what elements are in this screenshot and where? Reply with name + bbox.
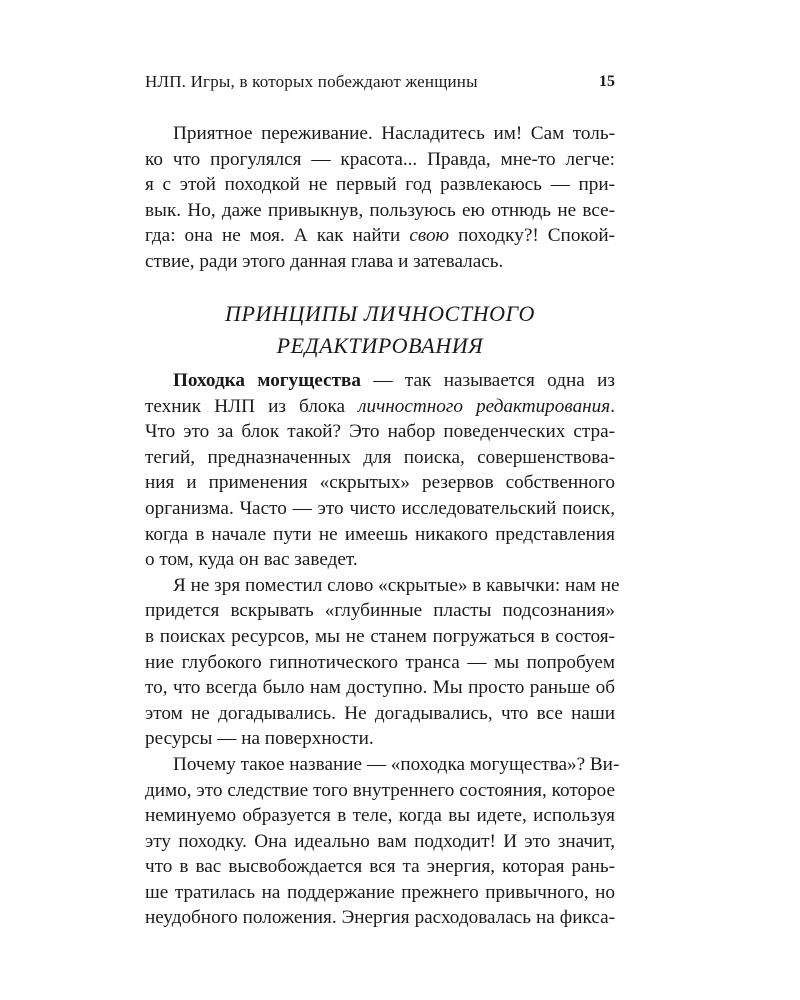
text-line: я с этой походкой не первый год развлекаюсь — при- [145,174,615,196]
text-line: Почему такое название — «походка могущества»? Ви- [173,753,620,775]
text-fragment: техник НЛП из блока [145,395,346,417]
text-line: ресурсы — на поверхности. [145,728,374,750]
text-line: организма. Часто — это чисто исследовательский поиск, [145,497,615,519]
text-fragment: . [610,395,615,417]
text-line: когда в начале пути не имеешь никакого представления [145,523,615,545]
italic-word: свою [409,225,450,247]
text-line: эту походку. Она идеально вам подходит! И это значит, [145,830,615,852]
text-line: о том, куда он вас заведет. [145,549,358,571]
text-line [145,394,615,420]
text-line: ко что прогулялся — красота... Правда, мне-то легче: [145,148,615,170]
text-line: в поисках ресурсов, мы не станем погружаться в состоя- [145,625,615,647]
text-line: ше тратилась на поддержание прежнего привычного, но [145,881,615,903]
text-fragment: походку?! Спокой- [458,225,616,247]
text-line [145,223,615,249]
bold-term: Походка могущества [173,370,361,391]
text-line: что в вас высвобождается вся та энергия, которая рань- [145,856,615,878]
paragraph-intro [145,121,615,275]
paragraph-body [145,368,620,931]
text-line: ние глубокого гипнотического транса — мы попробуем [145,651,615,673]
text-line: неминуемо образуется в теле, когда вы идете, используя [145,805,615,827]
running-title: НЛП. Игры, в которых побеждают женщины [145,72,478,91]
text-line [145,368,615,394]
text-line: ния и применения «скрытых» резервов собственного [145,472,615,494]
text-line: неудобного положения. Энергия расходовалась на фикса- [145,907,615,929]
text-line: димо, это следствие того внутреннего состояния, которое [145,779,615,801]
text-fragment: гда: она не моя. А как найти [145,225,401,247]
text-line: ствие, ради этого данная глава и затевалась. [145,250,504,272]
text-line: Я не зря поместил слово «скрытые» в кавычки: нам не [173,574,620,596]
text-line: тегий, предназначенных для поиска, совершенствова- [145,446,615,468]
text-line: Что это за блок такой? Это набор поведенческих стра- [145,421,615,443]
text-line: вык. Но, даже привыкнув, пользуюсь ею отнюдь не все- [145,199,615,221]
text-line: придется вскрывать «глубинные пласты подсознания» [145,600,615,622]
section-heading-line: ПРИНЦИПЫ ЛИЧНОСТНОГО [225,301,535,326]
text-line: Приятное переживание. Насладитесь им! Сам толь- [173,123,615,144]
section-heading-line: РЕДАКТИРОВАНИЯ [276,333,484,358]
page-number: 15 [599,73,615,90]
text-fragment: — так называется одна из [373,370,616,391]
text-line: то, что всегда было нам доступно. Мы просто раньше об [145,677,615,699]
italic-phrase: личностного редактирования [358,395,611,417]
text-line: этом не догадывались. Не догадывались, что все наши [145,702,615,724]
section-heading [145,298,615,362]
running-head [145,70,615,94]
